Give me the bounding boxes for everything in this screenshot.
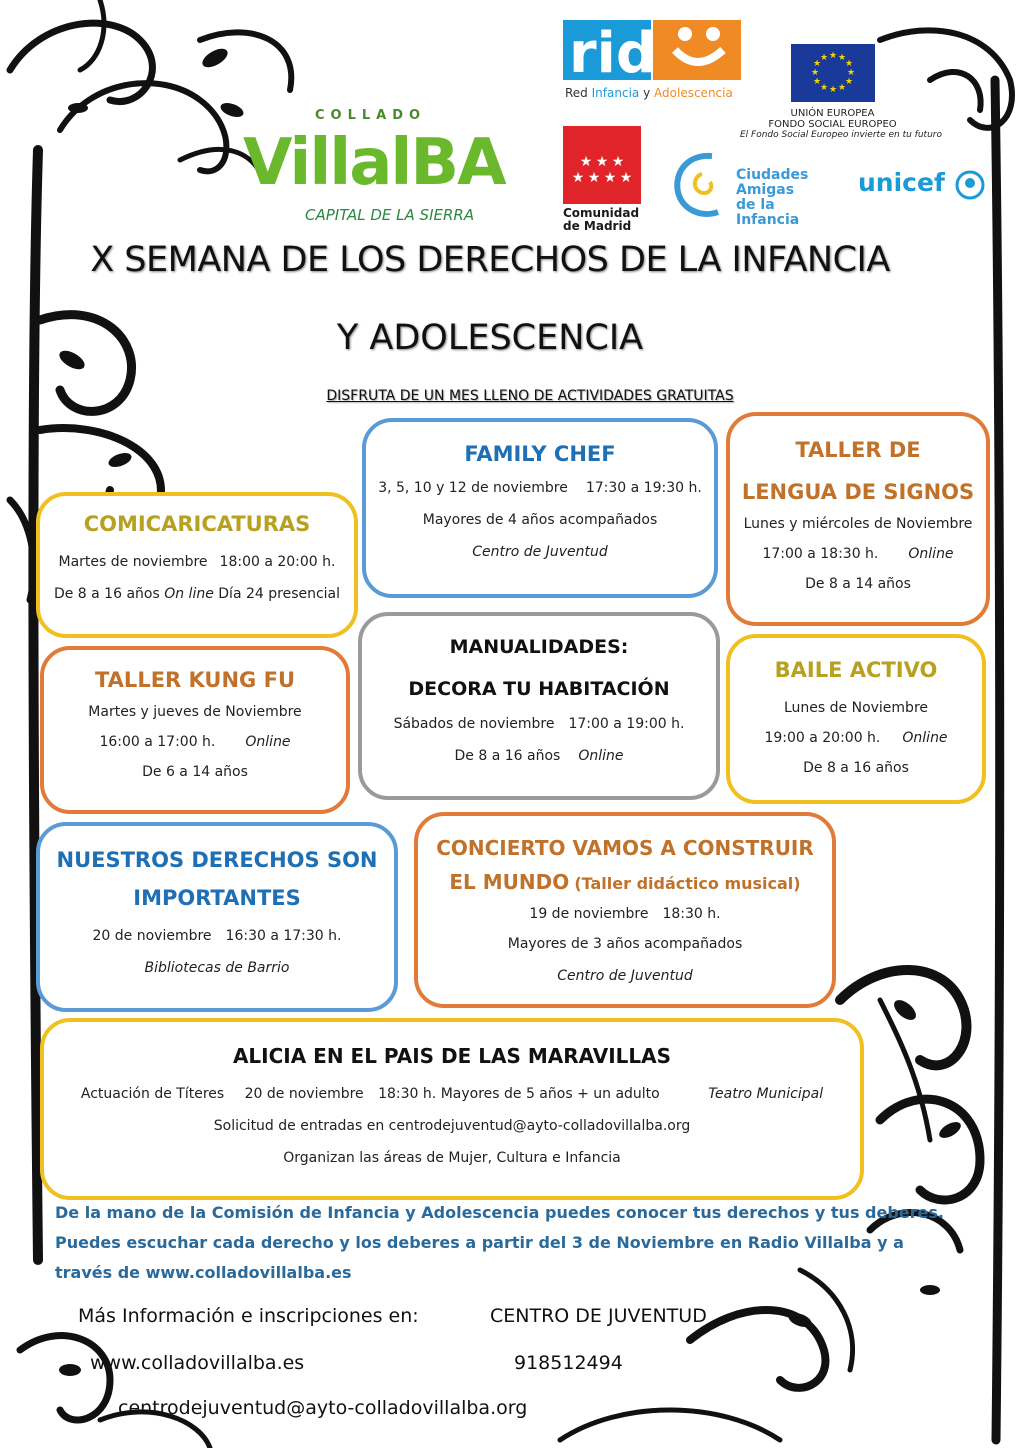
baile-title: BAILE ACTIVO bbox=[774, 658, 938, 682]
info-phone: 918512494 bbox=[514, 1352, 623, 1374]
rid-icon bbox=[563, 20, 741, 80]
unicef-logo bbox=[858, 168, 988, 204]
logo-text-villalba: VillalBA bbox=[243, 126, 505, 200]
footer-message bbox=[55, 1198, 955, 1288]
ciudades-amigas-logo bbox=[672, 150, 842, 228]
info-label: Más Información e inscripciones en: bbox=[78, 1305, 419, 1327]
kungfu-time: 16:00 a 17:00 h. bbox=[99, 734, 216, 750]
card-lengua-signos bbox=[726, 412, 990, 626]
collado-villalba-logo bbox=[205, 100, 515, 235]
card-family-chef bbox=[362, 418, 718, 598]
info-web-link[interactable]: www.colladovillalba.es bbox=[90, 1352, 305, 1374]
footer-line-3: través de www.colladovillalba.es bbox=[55, 1263, 352, 1282]
alicia-title: ALICIA EN EL PAIS DE LAS MARAVILLAS bbox=[232, 1044, 672, 1068]
svg-text:★: ★ bbox=[837, 83, 846, 93]
page-title-line-2: Y ADOLESCENCIA bbox=[336, 318, 644, 358]
derechos-place: Bibliotecas de Barrio bbox=[144, 960, 290, 976]
signos-time: 17:00 a 18:30 h. bbox=[762, 546, 879, 562]
info-email-link[interactable]: centrodejuventud@ayto-colladovillalba.org bbox=[118, 1397, 528, 1419]
alicia-organizers: Organizan las áreas de Mujer, Cultura e Infancia bbox=[283, 1150, 621, 1166]
red-infancia-logo bbox=[563, 20, 741, 102]
ciudades-swirl-icon bbox=[672, 150, 734, 220]
derechos-time: 16:30 a 17:30 h. bbox=[225, 928, 342, 944]
baile-ages: De 8 a 16 años bbox=[803, 760, 909, 776]
comicaricaturas-ages: De 8 a 16 años bbox=[53, 586, 160, 602]
eu-text-invierte: El Fondo Social Europeo invierte en tu futuro bbox=[740, 130, 942, 140]
card-alicia bbox=[40, 1018, 864, 1200]
concierto-time: 18:30 h. bbox=[662, 906, 721, 922]
manualidades-mode: Online bbox=[578, 748, 624, 764]
svg-text:★: ★ bbox=[844, 59, 853, 69]
kungfu-dates: Martes y jueves de Noviembre bbox=[88, 704, 302, 720]
alicia-tickets: Solicitud de entradas en centrodejuventud@ayto-colladovillalba.org bbox=[213, 1118, 691, 1134]
manualidades-title-2: DECORA TU HABITACIÓN bbox=[408, 678, 670, 700]
comicaricaturas-mode: On line bbox=[164, 586, 214, 602]
svg-text:★: ★ bbox=[603, 170, 617, 186]
svg-text:★: ★ bbox=[579, 154, 593, 170]
signos-title-1: TALLER DE bbox=[795, 438, 921, 462]
unicef-text: unicef bbox=[858, 168, 945, 197]
card-comicaricaturas bbox=[36, 492, 358, 638]
svg-text:★: ★ bbox=[571, 170, 585, 186]
baile-time: 19:00 a 20:00 h. bbox=[764, 730, 881, 746]
svg-text:★: ★ bbox=[844, 77, 853, 87]
card-concierto bbox=[414, 812, 836, 1008]
page-title-line-1: X SEMANA DE LOS DERECHOS DE LA INFANCIA bbox=[90, 240, 890, 280]
derechos-title-1: NUESTROS DERECHOS SON bbox=[56, 848, 378, 872]
alicia-kind: Actuación de Títeres bbox=[80, 1086, 225, 1102]
madrid-stars-icon bbox=[563, 126, 641, 204]
unicef-globe-icon bbox=[955, 170, 985, 200]
madrid-text-madrid: de Madrid bbox=[563, 219, 632, 233]
ciudades-text-1: Ciudades bbox=[736, 167, 809, 183]
signos-dates: Lunes y miércoles de Noviembre bbox=[743, 516, 973, 532]
rid-caption-adolescencia: Adolescencia bbox=[654, 86, 733, 100]
card-manualidades bbox=[358, 612, 720, 800]
card-nuestros-derechos bbox=[36, 822, 398, 1012]
svg-text:★: ★ bbox=[837, 53, 846, 63]
comicaricaturas-extra: Día 24 presencial bbox=[218, 586, 341, 602]
concierto-date: 19 de noviembre bbox=[529, 906, 649, 922]
kungfu-mode: Online bbox=[245, 734, 291, 750]
svg-text:rid: rid bbox=[569, 21, 656, 80]
signos-ages: De 8 a 14 años bbox=[805, 576, 911, 592]
comicaricaturas-dates: Martes de noviembre bbox=[58, 554, 208, 570]
derechos-date: 20 de noviembre bbox=[92, 928, 212, 944]
baile-dates: Lunes de Noviembre bbox=[783, 700, 929, 716]
svg-text:★: ★ bbox=[828, 51, 837, 61]
concierto-ages: Mayores de 3 años acompañados bbox=[507, 936, 743, 952]
logo-text-capital: CAPITAL DE LA SIERRA bbox=[305, 206, 475, 224]
derechos-title-2: IMPORTANTES bbox=[133, 886, 301, 910]
info-centro: CENTRO DE JUVENTUD bbox=[490, 1305, 707, 1327]
manualidades-ages: De 8 a 16 años bbox=[454, 748, 561, 764]
eu-text-fondo: FONDO SOCIAL EUROPEO bbox=[768, 119, 897, 130]
svg-text:★: ★ bbox=[846, 68, 855, 78]
kungfu-ages: De 6 a 14 años bbox=[142, 764, 248, 780]
rid-caption-red: Red bbox=[565, 86, 588, 100]
concierto-place: Centro de Juventud bbox=[557, 968, 693, 984]
comunidad-madrid-logo bbox=[563, 126, 643, 232]
family-chef-time: 17:30 a 19:30 h. bbox=[585, 480, 702, 496]
svg-text:★: ★ bbox=[595, 154, 609, 170]
svg-text:★: ★ bbox=[812, 77, 821, 87]
ciudades-text-3: de la Infancia bbox=[736, 197, 800, 228]
family-chef-ages: Mayores de 4 años acompañados bbox=[422, 512, 658, 528]
concierto-title-2: EL MUNDO bbox=[449, 870, 570, 894]
svg-text:★: ★ bbox=[819, 53, 828, 63]
manualidades-dates: Sábados de noviembre bbox=[393, 716, 555, 732]
svg-text:★: ★ bbox=[587, 170, 601, 186]
family-chef-title: FAMILY CHEF bbox=[464, 442, 616, 466]
footer-line-1: De la mano de la Comisión de Infancia y Adolescencia puedes conocer tus derechos y tus deberes. bbox=[55, 1203, 944, 1222]
family-chef-place: Centro de Juventud bbox=[472, 544, 608, 560]
alicia-ages: Mayores de 5 años + un adulto bbox=[440, 1086, 660, 1102]
comicaricaturas-title: COMICARICATURAS bbox=[83, 512, 311, 536]
footer-line-2: Puedes escuchar cada derecho y los deberes a partir del 3 de Noviembre en Radio Villalba y a bbox=[55, 1233, 904, 1252]
logo-text-collado: COLLADO bbox=[315, 108, 427, 123]
page-subtitle: DISFRUTA DE UN MES LLENO DE ACTIVIDADES GRATUITAS bbox=[326, 388, 734, 404]
svg-text:★: ★ bbox=[819, 83, 828, 93]
svg-text:★: ★ bbox=[611, 154, 625, 170]
madrid-text-comunidad: Comunidad bbox=[563, 206, 640, 220]
union-europea-logo bbox=[740, 44, 942, 149]
rid-caption-infancia: Infancia bbox=[591, 86, 640, 100]
manualidades-time: 17:00 a 19:00 h. bbox=[568, 716, 685, 732]
signos-title-2: LENGUA DE SIGNOS bbox=[741, 480, 975, 504]
family-chef-dates: 3, 5, 10 y 12 de noviembre bbox=[378, 480, 568, 496]
kungfu-title: TALLER KUNG FU bbox=[94, 668, 295, 692]
card-baile-activo bbox=[726, 634, 986, 804]
svg-text:★: ★ bbox=[619, 170, 633, 186]
ciudades-text-2: Amigas bbox=[736, 182, 795, 198]
svg-text:★: ★ bbox=[828, 85, 837, 95]
comicaricaturas-time: 18:00 a 20:00 h. bbox=[219, 554, 336, 570]
alicia-time: 18:30 h. bbox=[378, 1086, 437, 1102]
svg-text:★: ★ bbox=[812, 59, 821, 69]
concierto-title-1: CONCIERTO VAMOS A CONSTRUIR bbox=[436, 836, 814, 860]
eu-text-union: UNIÓN EUROPEA bbox=[790, 108, 875, 119]
alicia-date: 20 de noviembre bbox=[244, 1086, 364, 1102]
manualidades-title-1: MANUALIDADES: bbox=[449, 636, 629, 658]
baile-mode: Online bbox=[902, 730, 948, 746]
signos-mode: Online bbox=[908, 546, 954, 562]
alicia-place: Teatro Municipal bbox=[708, 1086, 824, 1102]
concierto-title-extra: (Taller didáctico musical) bbox=[574, 874, 801, 893]
eu-flag-icon bbox=[791, 44, 875, 102]
rid-caption-y: y bbox=[643, 86, 651, 100]
svg-text:★: ★ bbox=[810, 68, 819, 78]
card-kung-fu bbox=[40, 646, 350, 814]
